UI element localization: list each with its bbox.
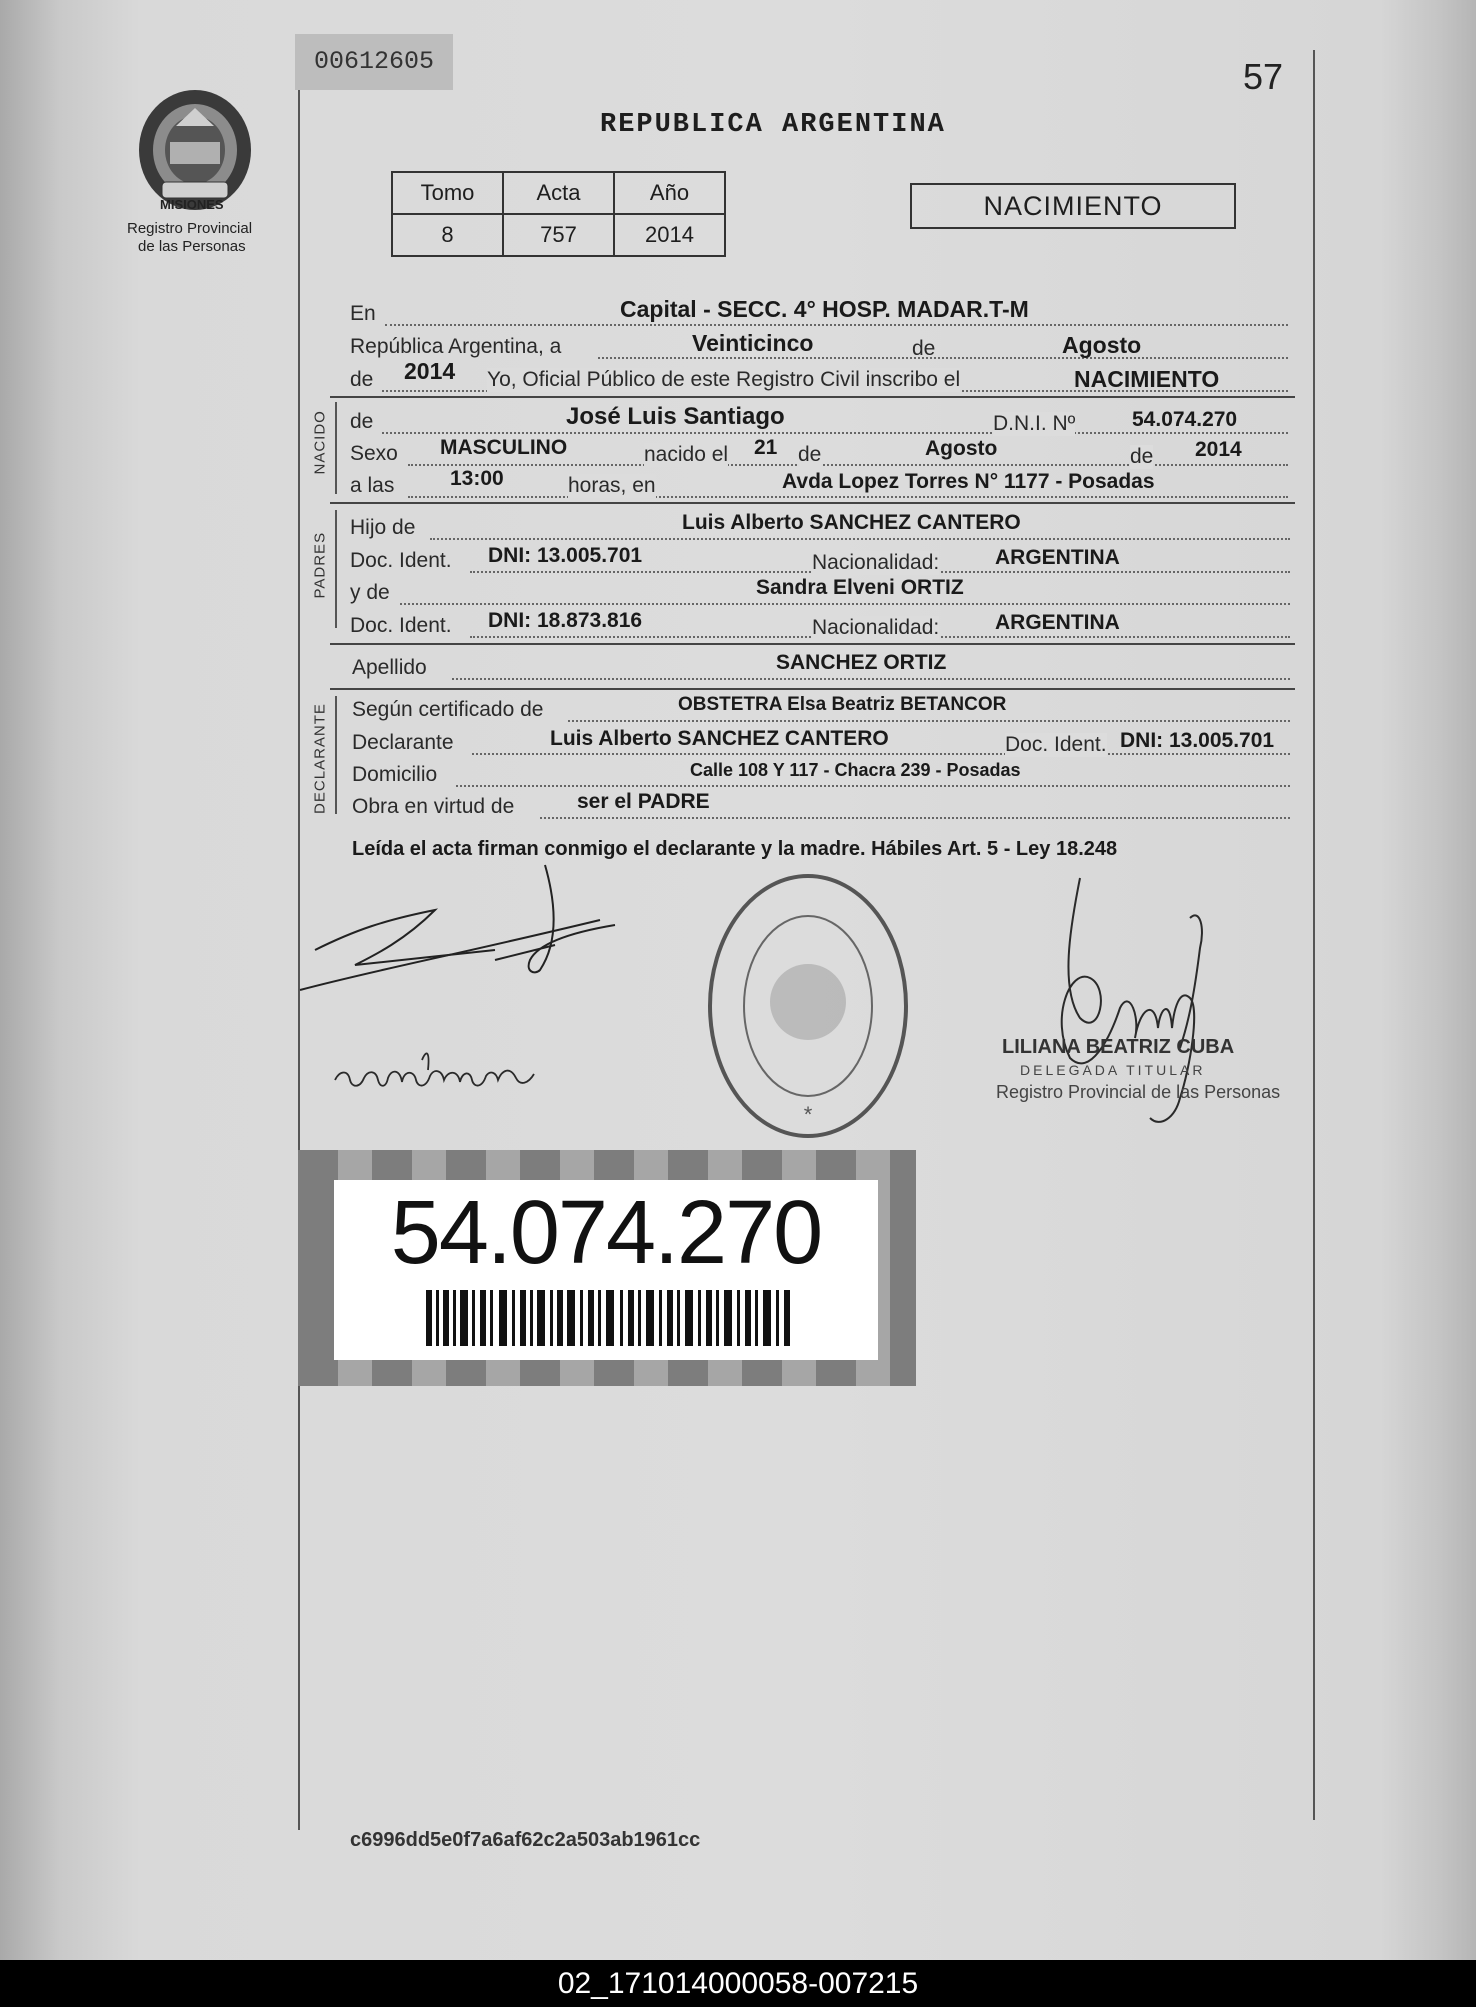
year-value: 2014 (404, 358, 456, 384)
apellido-label: Apellido (352, 656, 427, 679)
dotted-line (385, 324, 1288, 326)
day-words-value: Veinticinco (692, 330, 814, 356)
sticker-inner (334, 1180, 878, 1360)
de-year-label-2: de (1130, 445, 1154, 468)
de-month-label: de (798, 443, 822, 466)
de-year-label: de (350, 368, 374, 391)
sticker-number: 54.074.270 (390, 1183, 822, 1283)
hijo-de-label: Hijo de (350, 516, 416, 539)
svg-text:*: * (803, 1102, 813, 1127)
birth-time-value: 13:00 (450, 467, 504, 490)
child-dni-value: 54.074.270 (1132, 408, 1238, 431)
round-official-stamp-icon (706, 870, 910, 1142)
de-label: de (912, 337, 936, 360)
provincial-seal-icon (136, 86, 254, 214)
certificado-value: OBSTETRA Elsa Beatriz BETANCOR (678, 694, 1007, 715)
dotted-line (540, 817, 1290, 819)
document-hash: c6996dd5e0f7a6af62c2a503ab1961cc (350, 1829, 701, 1851)
obra-label: Obra en virtud de (352, 795, 515, 818)
birth-year-value: 2014 (1195, 438, 1242, 461)
registry-name-line2: de las Personas (138, 238, 246, 255)
value-tomo: 8 (392, 214, 503, 256)
certificado-label: Según certificado de (352, 698, 544, 721)
mother-doc-label: Doc. Ident. (350, 614, 452, 637)
page-number: 57 (1243, 56, 1284, 97)
nacido-bracket (335, 402, 337, 494)
control-number: 00612605 (295, 34, 453, 90)
birth-place-value: Avda Lopez Torres N° 1177 - Posadas (782, 470, 1155, 493)
act-type-value: NACIMIENTO (1074, 366, 1220, 392)
dni-label: D.N.I. Nº (993, 412, 1076, 435)
dotted-line (568, 720, 1290, 722)
value-acta: 757 (503, 214, 614, 256)
declarante-name-value: Luis Alberto SANCHEZ CANTERO (550, 727, 889, 750)
inscribo-label: Yo, Oficial Público de este Registro Civil inscribo el (487, 368, 961, 391)
official-name: LILIANA BEATRIZ CUBA (1002, 1036, 1235, 1058)
dotted-line (598, 357, 1288, 359)
sexo-label: Sexo (350, 442, 398, 465)
scan-id-footer: 02_171014000058-007215 (0, 1960, 1476, 2007)
declarante-bracket (335, 696, 337, 814)
obra-value: ser el PADRE (577, 790, 710, 813)
dotted-line (400, 603, 1290, 605)
father-doc-value: DNI: 13.005.701 (488, 544, 643, 567)
republica-label: República Argentina, a (350, 335, 562, 358)
month-value: Agosto (1062, 332, 1142, 358)
dotted-line (382, 432, 1288, 434)
apellido-value: SANCHEZ ORTIZ (776, 651, 947, 674)
dotted-line (408, 464, 1288, 466)
book-table (391, 171, 726, 257)
father-name-value: Luis Alberto SANCHEZ CANTERO (682, 511, 1021, 534)
dni-barcode-sticker (298, 1150, 916, 1386)
value-anio: 2014 (614, 214, 725, 256)
header-anio: Año (614, 172, 725, 214)
dotted-line (456, 785, 1290, 787)
section-divider (330, 688, 1295, 690)
registry-name-line1: Registro Provincial (127, 220, 253, 237)
header-tomo: Tomo (392, 172, 503, 214)
nacido-section-label: NACIDO (311, 410, 329, 475)
padres-section-label: PADRES (311, 531, 329, 599)
dotted-line (472, 753, 1290, 755)
dotted-line (452, 678, 1290, 680)
right-margin-line (1313, 50, 1315, 1820)
record-type-box: NACIMIENTO (910, 183, 1236, 229)
horas-en-label: horas, en (568, 474, 656, 497)
mother-nationality-label: Nacionalidad: (812, 616, 940, 639)
declarante-doc-value: DNI: 13.005.701 (1120, 729, 1275, 752)
barcode-icon (426, 1290, 796, 1346)
section-divider (330, 643, 1295, 645)
official-registry: Registro Provincial de las Personas (996, 1082, 1281, 1102)
nacido-el-label: nacido el (644, 443, 729, 466)
place-value: Capital - SECC. 4° HOSP. MADAR.T-M (620, 296, 1029, 322)
header-acta: Acta (503, 172, 614, 214)
mother-nationality-value: ARGENTINA (995, 611, 1120, 634)
section-divider (330, 396, 1295, 398)
mother-doc-value: DNI: 18.873.816 (488, 609, 643, 632)
dotted-line (408, 496, 1288, 498)
country-title: REPUBLICA ARGENTINA (600, 110, 946, 140)
declarante-section-label: DECLARANTE (311, 703, 329, 814)
a-las-label: a las (350, 474, 395, 497)
domicilio-value: Calle 108 Y 117 - Chacra 239 - Posadas (690, 760, 1021, 780)
declarante-doc-label: Doc. Ident. (1005, 733, 1107, 756)
closing-statement: Leída el acta firman conmigo el declarante y la madre. Hábiles Art. 5 - Ley 18.248 (352, 838, 1118, 860)
sexo-value: MASCULINO (440, 436, 568, 459)
declarant-signature-icon (295, 860, 625, 1000)
padres-bracket (335, 510, 337, 628)
child-name-value: José Luis Santiago (566, 403, 785, 430)
y-de-label: y de (350, 581, 390, 604)
domicilio-label: Domicilio (352, 763, 438, 786)
mother-name-value: Sandra Elveni ORTIZ (756, 576, 964, 599)
dotted-line (430, 538, 1290, 540)
father-nationality-label: Nacionalidad: (812, 551, 940, 574)
birth-month-value: Agosto (925, 437, 998, 460)
handwritten-note-icon (330, 1040, 580, 1100)
en-label: En (350, 302, 376, 325)
de-name-label: de (350, 410, 374, 433)
father-nationality-value: ARGENTINA (995, 546, 1120, 569)
official-title: DELEGADA TITULAR (1020, 1062, 1206, 1078)
declarante-label: Declarante (352, 731, 454, 754)
father-doc-label: Doc. Ident. (350, 549, 452, 572)
seal-text-bottom: MISIONES (160, 197, 224, 212)
section-divider (330, 502, 1295, 504)
birth-day-value: 21 (754, 436, 778, 459)
